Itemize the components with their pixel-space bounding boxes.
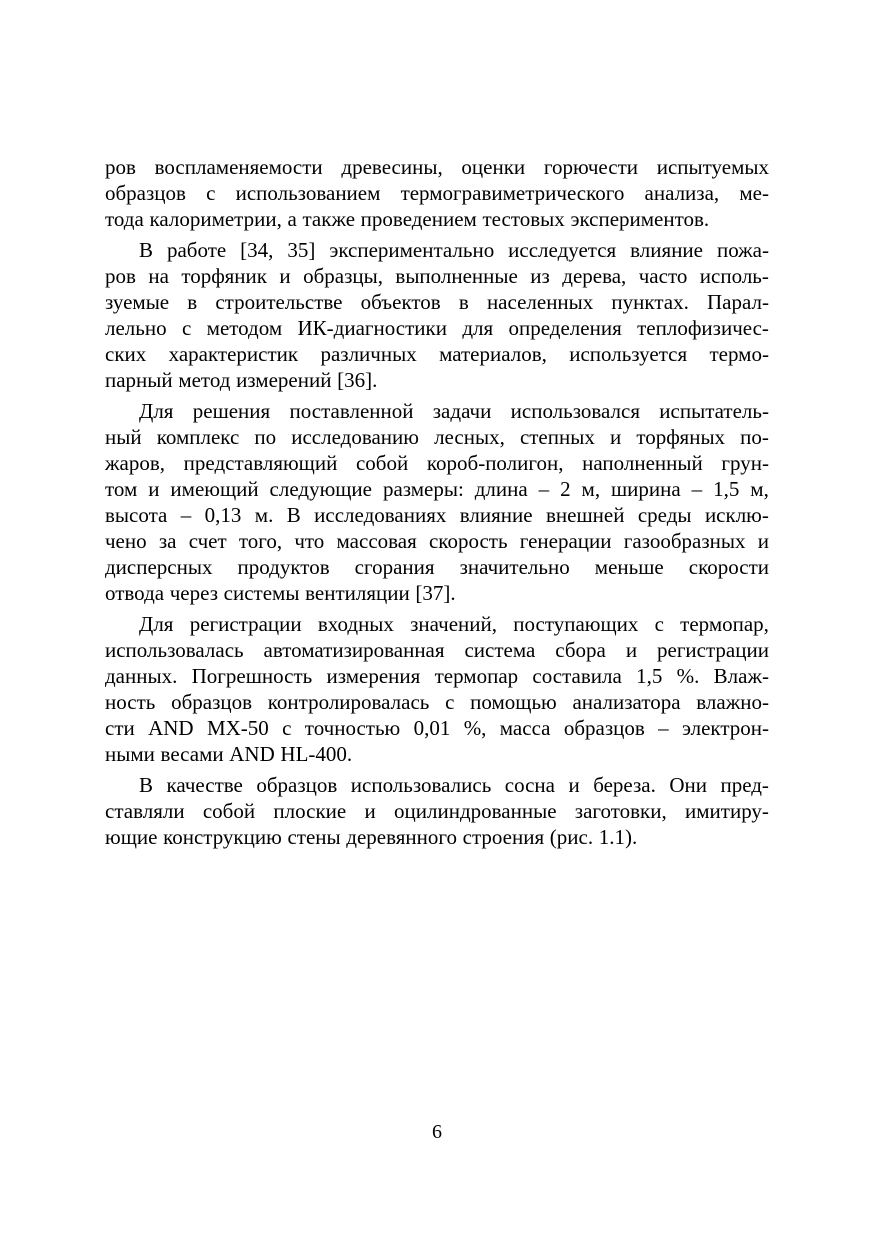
text-line: зуемые в строительстве объектов в населенных пунктах. Парал- — [105, 290, 769, 314]
text-line: данных. Погрешность измерения термопар составила 1,5 %. Влаж- — [105, 664, 769, 688]
text-line: жаров, представляющий собой короб-полигон, наполненный грун- — [105, 451, 769, 475]
text-line: парный метод измерений [36]. — [105, 368, 378, 392]
text-line: использовалась автоматизированная система сбора и регистрации — [105, 638, 769, 662]
text-line: чено за счет того, что массовая скорость генерации газообразных и — [105, 529, 769, 553]
text-line: ющие конструкцию стены деревянного строения (рис. 1.1). — [105, 825, 638, 849]
text-line: высота – 0,13 м. В исследованиях влияние внешней среды исклю- — [105, 503, 769, 527]
text-line: Для решения поставленной задачи использовался испытатель- — [139, 399, 769, 423]
text-line: ров на торфяник и образцы, выполненные из дерева, часто исполь- — [105, 264, 769, 288]
paragraph — [105, 611, 769, 767]
text-line: ный комплекс по исследованию лесных, степных и торфяных по- — [105, 425, 769, 449]
text-line: образцов с использованием термогравиметрического анализа, ме- — [105, 181, 769, 205]
text-line: сти AND MX-50 с точностью 0,01 %, масса образцов – электрон- — [105, 716, 769, 740]
paragraph — [105, 237, 769, 393]
paragraph — [105, 398, 769, 606]
body-text — [105, 154, 769, 850]
text-line: дисперсных продуктов сгорания значительно меньше скорости — [105, 555, 769, 579]
text-line: ских характеристик различных материалов, используется термо- — [105, 342, 769, 366]
text-line: лельно с методом ИК-диагностики для определения теплофизичес- — [105, 316, 769, 340]
paragraph — [105, 772, 769, 850]
text-line: том и имеющий следующие размеры: длина – 2 м, ширина – 1,5 м, — [105, 477, 769, 501]
text-line: ставляли собой плоские и оцилиндрованные заготовки, имитиру- — [105, 799, 769, 823]
text-line: ров воспламеняемости древесины, оценки горючести испытуемых — [105, 155, 769, 179]
page-number: 6 — [432, 1121, 442, 1143]
text-line: отвода через системы вентиляции [37]. — [105, 581, 456, 605]
text-line: ность образцов контролировалась с помощью анализатора влажно- — [105, 690, 769, 714]
paragraph — [105, 154, 769, 232]
text-line: В работе [34, 35] экспериментально исследуется влияние пожа- — [139, 238, 769, 262]
text-line: тода калориметрии, а также проведением тестовых экспериментов. — [105, 207, 710, 231]
text-line: В качестве образцов использовались сосна и береза. Они пред- — [139, 773, 769, 797]
text-line: Для регистрации входных значений, поступающих с термопар, — [139, 612, 769, 636]
text-line: ными весами AND HL-400. — [105, 742, 353, 766]
